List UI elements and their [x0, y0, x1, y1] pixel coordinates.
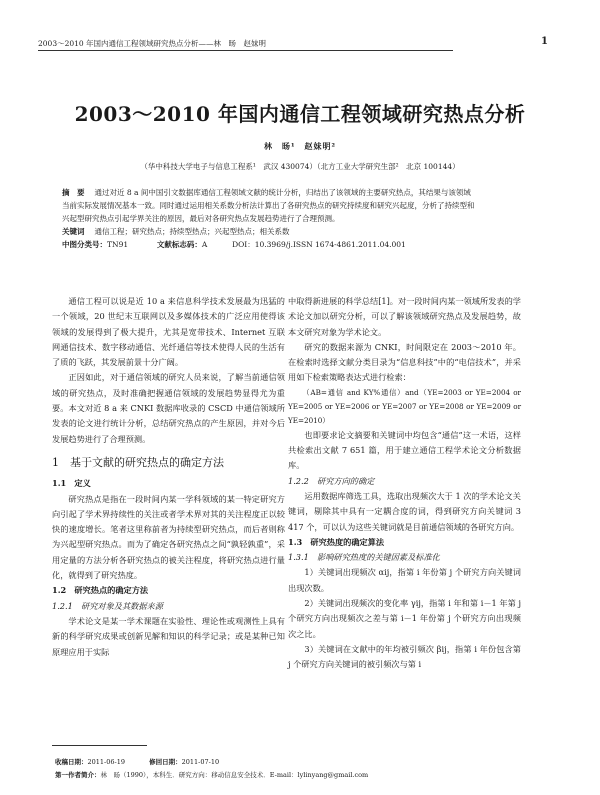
author-bio — [55, 769, 368, 782]
subsubsection-heading-1-2-2: 1.2.2 研究方向的确定 — [288, 475, 375, 486]
list-item: 2）关键词出现频次的变化率 γij，指第 i 年和第 i－1 年第 j 个研究方向出现频次之差与第 i－1 年份第 j 个研究方向出现频次之比。 — [288, 598, 521, 639]
paragraph: 通信工程可以说是近 10 a 来信息科学技术发展最为迅猛的一个领域，20 世纪末互联网以及多媒体技术的广泛应用使得该领域的发展得到了极大提升，尤其是宽带技术、Internet 互联网通信技术、数字移动通信、光纤通信等技术使得人民的生活有了质的飞跃，其发展前景十分广阔。 — [52, 296, 285, 368]
subsubsection-heading-1-2-1: 1.2.1 研究对象及其数据来源 — [52, 600, 163, 611]
doi: DOI：10.3969/j.ISSN 1674-4861.2011.04.001 — [232, 240, 406, 249]
paragraph: 研究的数据来源为 CNKI，时间限定在 2003～2010 年。在检索时选择文献分类目录为“信息科技”中的“电信技术”，并采用如下检索策略表达式进行检索： — [288, 341, 521, 383]
abstract-text: 通过对近 8 a 间中国引文数据库通信工程领域文献的统计分析，归结出了该领域的主要研究热点，其结果与该领域当前实际发展情况基本一致。同时通过运用相关系数分析法计算出了各研究热点的研究持续度和研究兴起度，分析了持续型和兴起型研究热点引起学界关注的原因，最后对各研究热点发展趋势进行了合理预测。 — [62, 188, 475, 223]
subsection-heading-1-2: 1.2 研究热点的确定方法 — [52, 585, 149, 596]
authors: 林 旸¹ 赵妹明² — [263, 141, 336, 151]
right-column — [288, 294, 521, 673]
doc-code-label: 文献标志码： — [156, 240, 202, 249]
keywords-label: 关键词 — [62, 227, 85, 236]
author-bio-label: 第一作者简介： — [55, 771, 101, 779]
paragraph: 研究热点是指在一段时间内某一学科领域的某一特定研究方向引起了学术界持续性的关注或者学术界对其的关注程度正以较快的速度增长。笔者这里称前者为持续型研究热点，而后者则称为兴起型研究热点。而为了确定各研究热点之间“孰轻孰重”，采用定量的方法分析各研究热点的被关注程度，将研究热点进行量化，就得到了研究热度。 — [52, 493, 285, 581]
subsection-heading-1-3: 1.3 研究热度的确定算法 — [288, 536, 385, 547]
affiliations: （华中科技大学电子与信息工程系¹ 武汉 430074）（北方工业大学研究生部² 北京 100144） — [140, 162, 460, 171]
dates-line — [55, 756, 368, 769]
abstract — [62, 186, 477, 225]
paragraph: 正因如此，对于通信领域的研究人员来说，了解当前通信领域的研究热点，及时准确把握通信领域的发展趋势显得尤为重要。本文对近 8 a 来 CNKI 数据库收录的 CSCD 中通信领域所发表的论文进行统计分析，总结研究热点的产生原因，并对今后发展趋势进行了合理预测。 — [52, 372, 285, 444]
running-head — [38, 38, 562, 49]
paragraph: 中取得新进展的科学总结[1]。对一段时间内某一领域所发表的学术论文加以研究分析，可以了解该领域研究热点及发展趋势，故本文研究对象为学术论文。 — [288, 296, 521, 337]
doc-code-value: A — [201, 240, 208, 249]
page-number: 1 — [541, 36, 548, 47]
revised-date: 2011-07-10 — [181, 758, 220, 766]
section-heading-1: 1 基于文献的研究热点的确定方法 — [52, 455, 224, 469]
header-rule — [38, 50, 453, 51]
paragraph: 也即要求论文摘要和关键词中均包含“通信”这一术语，这样共检索出文献 7 651 篇，用于建立通信工程学术论文分析数据库。 — [288, 429, 521, 471]
paragraph: 学术论文是某一学术课题在实验性、理论性或观测性上具有新的科学研究成果或创新见解和知识的科学记录；或是某种已知原理应用于实际 — [52, 615, 285, 657]
keywords — [62, 225, 477, 238]
clc-value: TN91 — [107, 240, 129, 249]
author-bio-text: 林 旸（1990），本科生．研究方向：移动信息安全技术．E-mail：lylinyang@gmail.com — [100, 771, 369, 779]
running-head-text: 2003～2010 年国内通信工程领域研究热点分析——林 旸 赵妹明 — [38, 39, 267, 48]
search-formula: （AB=通信 and KY%通信）and（YE=2003 or YE=2004 or YE=2005 or YE=2006 or YE=2007 or YE=2008 or YE=2009 or YE=2010） — [288, 387, 521, 425]
abstract-block — [62, 186, 477, 251]
revised-label: 修回日期： — [149, 758, 182, 766]
list-item: 1）关键词出现频次 αij，指第 i 年份第 j 个研究方向关键词出现次数。 — [288, 567, 521, 593]
keywords-text: 通信工程；研究热点；持续型热点；兴起型热点；相关系数 — [94, 227, 290, 236]
received-date: 2011-06-19 — [87, 758, 125, 766]
footnotes — [55, 756, 368, 782]
received-label: 收稿日期： — [55, 758, 88, 766]
subsection-heading-1-1: 1.1 定义 — [52, 478, 91, 489]
list-item: 3）关键词在文献中的年均被引频次 βij，指第 i 年份包含第 j 个研究方向关键词的被引频次与第 i — [288, 643, 521, 670]
clc-label: 中图分类号： — [62, 240, 107, 249]
subsubsection-heading-1-3-1: 1.3.1 影响研究热度的关键因素及标准化 — [288, 552, 440, 563]
footnote-rule — [52, 745, 147, 746]
left-column — [52, 294, 285, 660]
abstract-label: 摘 要 — [62, 188, 85, 197]
classification-line — [62, 238, 477, 251]
paragraph: 运用数据库筛选工具，选取出现频次大于 1 次的学术论文关键词，剔除其中具有一定耦合度的词，得到研究方向关键词 3 417 个，可以认为这些关键词就是目前通信领域的各研究方向。 — [288, 490, 521, 532]
paper-title: 2003～2010 年国内通信工程领域研究热点分析 — [74, 102, 526, 126]
